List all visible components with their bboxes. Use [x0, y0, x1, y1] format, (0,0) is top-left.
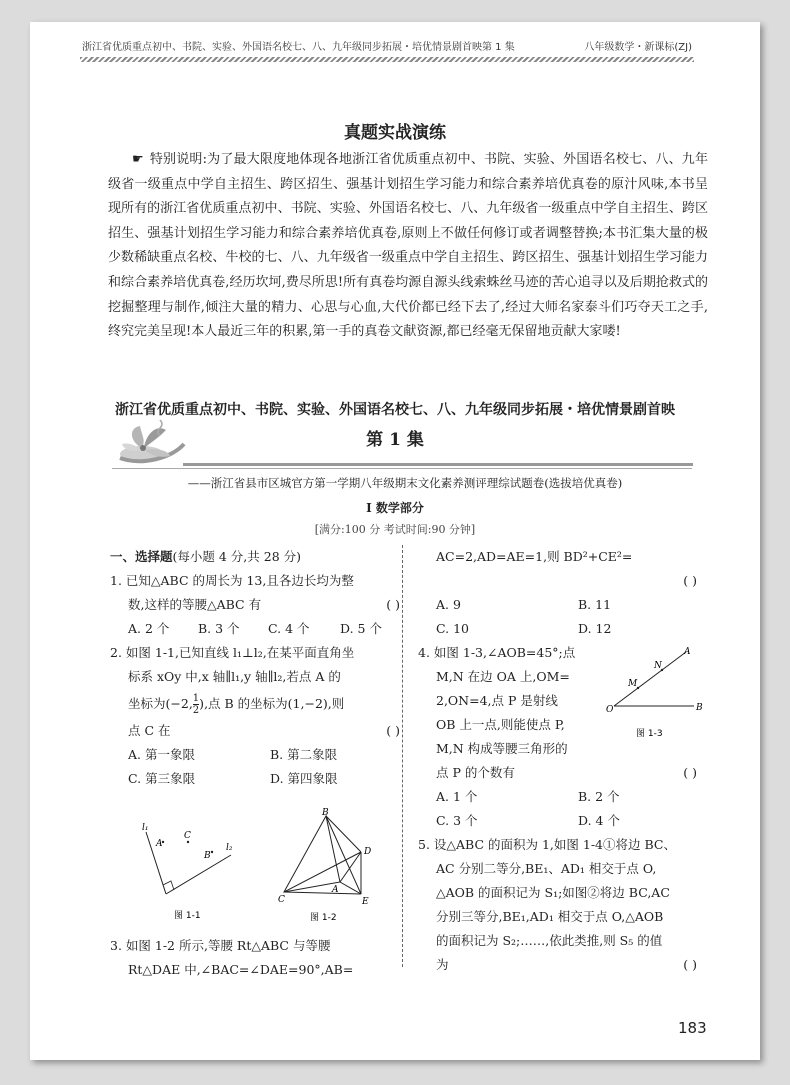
- q4-line4: OB 上一点,则能使点 P,: [436, 717, 565, 732]
- q5-line2: AC 分别二等分,BE₁、AD₁ 相交于点 O,: [436, 861, 657, 876]
- q3-options-row2: C. 10 D. 12: [436, 621, 612, 636]
- q2-line3: 坐标为(−2, $\frac{1}{2}$ ),点 B 的坐标为(1,−2),则: [128, 693, 345, 716]
- svg-text:D: D: [364, 847, 372, 857]
- point-B: [211, 851, 213, 853]
- column-divider: [402, 545, 403, 967]
- answer-blank: ( ): [386, 597, 400, 612]
- point-C: [187, 841, 189, 843]
- answer-blank: ( ): [386, 723, 400, 738]
- special-note-text: 特别说明:为了最大限度地体现各地浙江省优质重点初中、书院、实验、外国语名校七、八、九年级省一级重点中学自主招生、跨区招生、强基计划招生学习能力和综合素养培优真卷的原汁风味,本书呈现所有的浙江省优质重点初中、书院、实验、外国语名校七、八、九年级省一级重点中学自主招生、跨区招生、强基计划招生学习能力和综合素养培优真卷,原则上不做任何修订或者调整替换;本书汇集大量的极少数稀缺重点名校、牛校的七、八、九年级省一级重点中学自主招生、跨区招生、强基计划招生学习能力和综合素养培优真卷,经历坎坷,费尽所思!所有真卷均源自源头线索蛛丝马迹的苦心追寻以及后期抢救式的挖掘整理与制作,倾注大量的精力、心思与心血,大代价都已经下去了,经过大师名家泰斗们巧夺天工之手,终究完美呈现!本人最近三年的积累,第一手的真卷文献资源,都已经毫无保留地贡献大家喽!: [108, 152, 708, 340]
- figure-1-2-caption: 图 1-2: [310, 913, 337, 923]
- figure-1-1-caption: 图 1-1: [174, 911, 201, 921]
- right-column: [418, 545, 703, 977]
- q5-line5: 的面积记为 S₂;……,依此类推,则 S₅ 的值: [436, 933, 663, 948]
- svg-text:M: M: [628, 679, 638, 689]
- exam-meta: [满分:100 分 考试时间:90 分钟]: [314, 523, 476, 536]
- special-note: [108, 148, 708, 345]
- q2-options-row1: A. 第一象限 B. 第二象限: [128, 747, 338, 762]
- svg-text:N: N: [654, 661, 662, 671]
- header-divider: [80, 57, 694, 62]
- page-number: 183: [678, 1019, 707, 1037]
- svg-text:C: C: [184, 831, 191, 841]
- figure-1-1: [136, 812, 246, 922]
- figure-1-2: [268, 808, 378, 924]
- section-heading: 一、选择题(每小题 4 分,共 28 分): [110, 549, 301, 564]
- pointing-hand-icon: ☛: [132, 152, 144, 167]
- left-column-q3: [110, 934, 400, 982]
- q3-options-row1: A. 9 B. 11: [436, 597, 612, 612]
- svg-text:A: A: [684, 647, 691, 657]
- q5-line6: 为 ( ): [418, 953, 703, 977]
- flower-logo-icon: [112, 414, 188, 466]
- q2-line1: 2. 如图 1-1,已知直线 l₁⊥l₂,在某平面直角坐: [110, 645, 355, 660]
- q4-line6: 点 P 的个数有 ( ): [418, 761, 703, 785]
- answer-blank: ( ): [683, 957, 697, 972]
- q2-line4: 点 C 在 ( ): [110, 719, 400, 743]
- q1-line1: 1. 已知△ABC 的周长为 13,且各边长均为整: [110, 573, 354, 588]
- label-l2: l₂: [226, 843, 233, 853]
- q3-line1: 3. 如图 1-2 所示,等腰 Rt△ABC 与等腰: [110, 938, 331, 953]
- exam-subtitle: ——浙江省县市区城官方第一学期八年级期末文化素养测评理综试题卷(选拔培优真卷): [187, 476, 623, 490]
- fraction: $\frac{1}{2}$: [192, 693, 200, 716]
- title-rule-thin: [112, 468, 692, 469]
- q3-line2: Rt△DAE 中,∠BAC=∠DAE=90°,AB=: [128, 962, 354, 977]
- q3-line3: AC=2,AD=AE=1,则 BD²+CE²=: [436, 549, 633, 564]
- answer-blank: ( ): [683, 573, 697, 588]
- ray-OA: [614, 652, 686, 706]
- svg-text:B: B: [696, 703, 703, 713]
- q5-line4: 分别三等分,BE₁,AD₁ 相交于点 O,△AOB: [436, 909, 664, 924]
- label-l1: l₁: [142, 823, 149, 833]
- header-series: 浙江省优质重点初中、书院、实验、外国语名校七、八、九年级同步拓展・培优情景剧首映第 1 集: [82, 42, 515, 53]
- svg-text:A: A: [332, 885, 339, 895]
- q2-options-row2: C. 第三象限 D. 第四象限: [128, 771, 338, 786]
- series-title: 浙江省优质重点初中、书院、实验、外国语名校七、八、九年级同步拓展・培优情景剧首映: [115, 402, 675, 418]
- q1-line2: 数,这样的等腰△ABC 有 ( ): [110, 593, 400, 617]
- svg-text:O: O: [606, 705, 614, 715]
- q4-line3: 2,ON=4,点 P 是射线: [436, 693, 558, 708]
- q4-options-row1: A. 1 个 B. 2 个: [436, 789, 620, 804]
- answer-blank: ( ): [683, 765, 697, 780]
- q3-blank-row: [418, 569, 703, 593]
- part-heading: I 数学部分: [366, 501, 424, 515]
- svg-text:A: A: [156, 839, 163, 849]
- set-number: 第 1 集: [366, 430, 424, 450]
- q1-options: A. 2 个 B. 3 个 C. 4 个 D. 5 个: [128, 621, 382, 636]
- q5-line1: 5. 设△ABC 的面积为 1,如图 1-4①将边 BC、: [418, 837, 676, 852]
- figure-1-3-caption: 图 1-3: [636, 729, 663, 739]
- svg-text:C: C: [278, 895, 285, 905]
- svg-text:B: B: [204, 851, 211, 861]
- left-column: [110, 545, 400, 791]
- title-rule: [183, 463, 693, 466]
- q2-line2: 标系 xOy 中,x 轴∥l₁,y 轴∥l₂,若点 A 的: [128, 669, 341, 684]
- q5-line3: △AOB 的面积记为 S₁;如图②将边 BC,AC: [436, 885, 670, 900]
- q4-line2: M,N 在边 OA 上,OM=: [436, 669, 570, 684]
- svg-text:B: B: [322, 808, 329, 818]
- line-l2: [166, 855, 231, 894]
- section-title: 真题实战演练: [344, 123, 446, 143]
- figure-1-3: [606, 644, 706, 744]
- header-subject: 八年级数学・新课标(ZJ): [584, 42, 692, 53]
- q4-options-row2: C. 3 个 D. 4 个: [436, 813, 620, 828]
- q4-line5: M,N 构成等腰三角形的: [436, 741, 568, 756]
- svg-text:E: E: [362, 897, 369, 907]
- q4-line1: 4. 如图 1-3,∠AOB=45°;点: [418, 645, 576, 660]
